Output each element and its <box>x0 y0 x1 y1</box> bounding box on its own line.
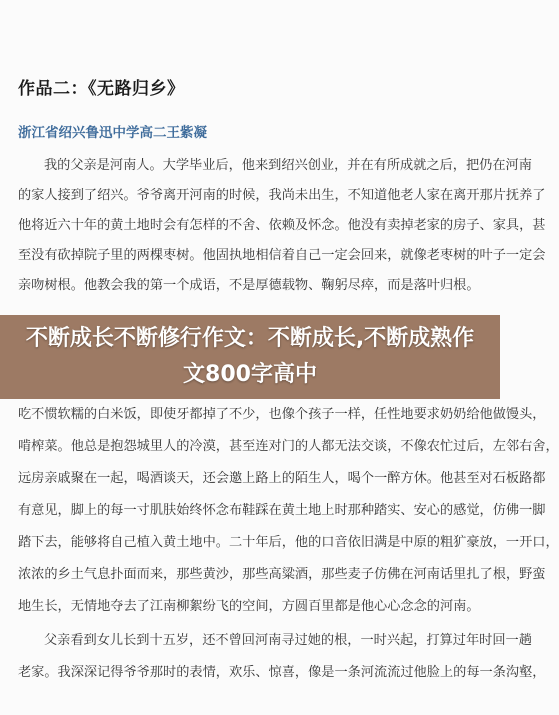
body-line: 他将近六十年的黄土地时会有怎样的不舍、依赖及怀念。他没有卖掉老家的房子、家具，甚 <box>18 218 546 233</box>
article-title: 不断成长不断修行作文：不断成长,不断成熟作文800字高中 <box>25 326 475 387</box>
body-line: 远房亲戚聚在一起，喝酒谈天，还会邀上路上的陌生人，喝个一醉方休。他甚至对石板路都 <box>18 471 546 486</box>
body-line: 至没有砍掉院子里的两棵枣树。他固执地相信着自己一定会回来，就像老枣树的叶子一定会 <box>18 248 546 263</box>
body-line: 浓浓的乡土气息扑面而来，那些黄沙，那些高粱酒，那些麦子仿佛在河南话里扎了根，野蛮 <box>18 567 546 582</box>
body-line: 的家人接到了绍兴。爷爷离开河南的时候，我尚未出生，不知道他老人家在离开那片抚养了 <box>18 188 546 203</box>
body-line: 亲吻树根。他教会我的第一个成语，不是厚德载物、鞠躬尽瘁，而是落叶归根。 <box>18 278 480 293</box>
body-line: 我的父亲是河南人。大学毕业后，他来到绍兴创业，并在有所成就之后，把仍在河南 <box>44 158 532 173</box>
author-byline: 浙江省绍兴鲁迅中学高二王紫凝 <box>18 125 207 141</box>
body-line: 地生长，无情地夺去了江南柳絮纷飞的空间，方圆百里都是他心心念念的河南。 <box>18 599 480 614</box>
body-line: 有意见，脚上的每一寸肌肤始终怀念布鞋踩在黄土地上时那种踏实、安心的感觉，仿佛一脚 <box>18 503 546 518</box>
body-line: 吃不惯软糯的白米饭，即使牙都掉了不少，也像个孩子一样，任性地要求奶奶给他做馒头， <box>18 407 546 422</box>
body-line: 踏下去，能够将自己植入黄土地中。二十年后，他的口音依旧满是中原的粗犷豪放，一开口， <box>18 535 559 550</box>
body-line: 啃榨菜。他总是抱怨城里人的冷漠，甚至连对门的人都无法交谈，不像农忙过后，左邻右舍， <box>18 439 559 454</box>
essay-heading: 作品二：《无路归乡》 <box>18 79 185 99</box>
body-line: 父亲看到女儿长到十五岁，还不曾回河南寻过她的根，一时兴起，打算过年时回一趟 <box>44 633 532 648</box>
body-line: 老家。我深深记得爷爷那时的表情，欢乐、惊喜，像是一条河流流过他脸上的每一条沟壑， <box>18 665 546 680</box>
